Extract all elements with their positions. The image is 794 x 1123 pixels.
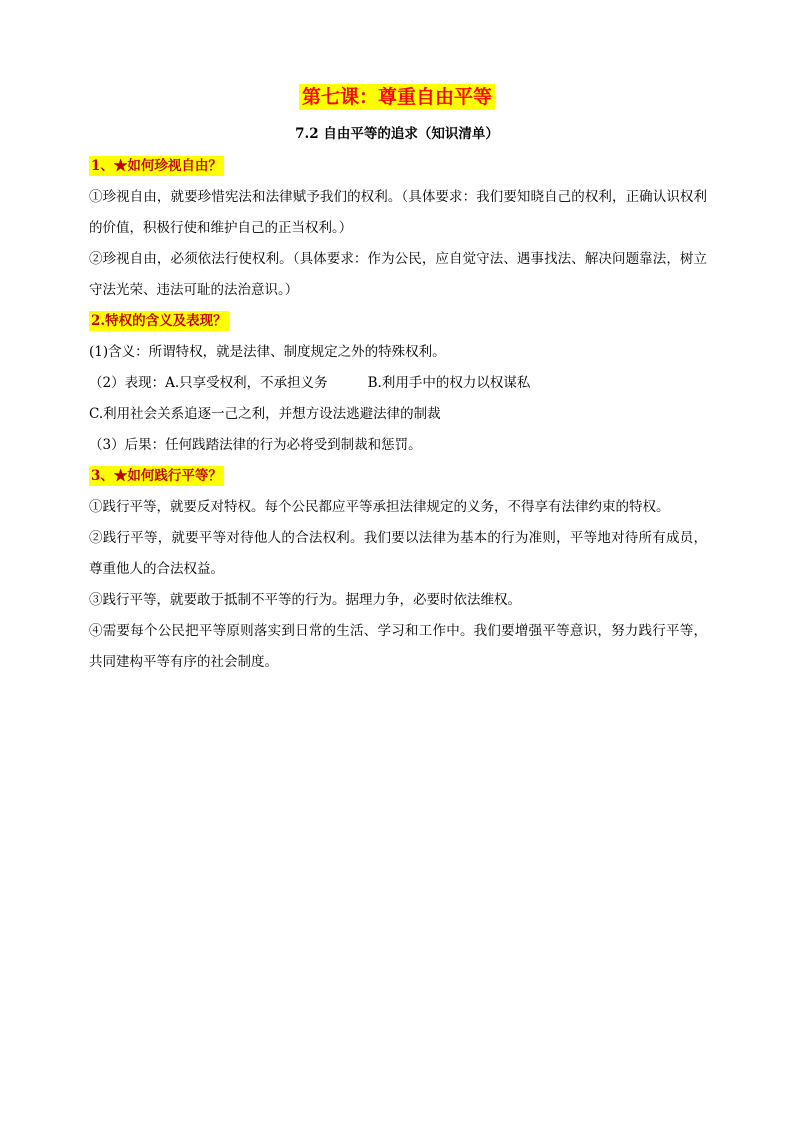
section-3-paragraph-1: ①践行平等，就要反对特权。每个公民都应平等承担法律规定的义务，不得享有法律约束的特权。 bbox=[89, 499, 670, 515]
section-2-definition: (1)含义：所谓特权，就是法律、制度规定之外的特殊权利。 bbox=[89, 344, 446, 360]
section-2-manifestation-a: （2）表现：A.只享受权利，不承担义务 bbox=[89, 375, 328, 391]
section-2-manifestation-c: C.利用社会关系追逐一己之利，并想方设法逃避法律的制裁 bbox=[89, 406, 441, 422]
page-title: 第七课：尊重自由平等 bbox=[299, 84, 495, 110]
section-2-heading-line bbox=[89, 306, 707, 337]
section-3-heading-line bbox=[89, 461, 707, 492]
section-1-paragraph-2: ②珍视自由，必须依法行使权利。（具体要求：作为公民，应自觉守法、遇事找法、解决问题靠法，树立守法光荣、违法可耻的法治意识。） bbox=[89, 251, 707, 298]
section-1-heading-line bbox=[89, 151, 707, 182]
section-3-paragraph-2: ②践行平等，就要平等对待他人的合法权利。我们要以法律为基本的行为准则，平等地对待所有成员，尊重他人的合法权益。 bbox=[89, 530, 707, 577]
section-2-manifestation-line bbox=[89, 368, 707, 399]
section-3-heading: 3、★如何践行平等？ bbox=[91, 468, 222, 484]
section-2-heading: 2.特权的含义及表现？ bbox=[91, 313, 227, 329]
subtitle-container bbox=[0, 123, 794, 143]
section-3-paragraph-4: ④需要每个公民把平等原则落实到日常的生活、学习和工作中。我们要增强平等意识，努力践行平等，共同建构平等有序的社会制度。 bbox=[89, 623, 707, 670]
title-container bbox=[0, 84, 794, 110]
section-1-heading: 1、★如何珍视自由？ bbox=[91, 158, 222, 174]
section-1-paragraph-1: ①珍视自由，就要珍惜宪法和法律赋予我们的权利。（具体要求：我们要知晓自己的权利，正确认识权利的价值，积极行使和维护自己的正当权利。） bbox=[89, 189, 707, 236]
document-body bbox=[89, 151, 707, 678]
section-2-manifestation-b: B.利用手中的权力以权谋私 bbox=[367, 375, 531, 391]
section-2-consequence: （3）后果：任何践踏法律的行为必将受到制裁和惩罚。 bbox=[89, 437, 422, 453]
section-3-paragraph-3: ③践行平等，就要敢于抵制不平等的行为。据理力争，必要时依法维权。 bbox=[89, 592, 521, 608]
page-subtitle: 7.2 自由平等的追求（知识清单） bbox=[295, 126, 499, 142]
